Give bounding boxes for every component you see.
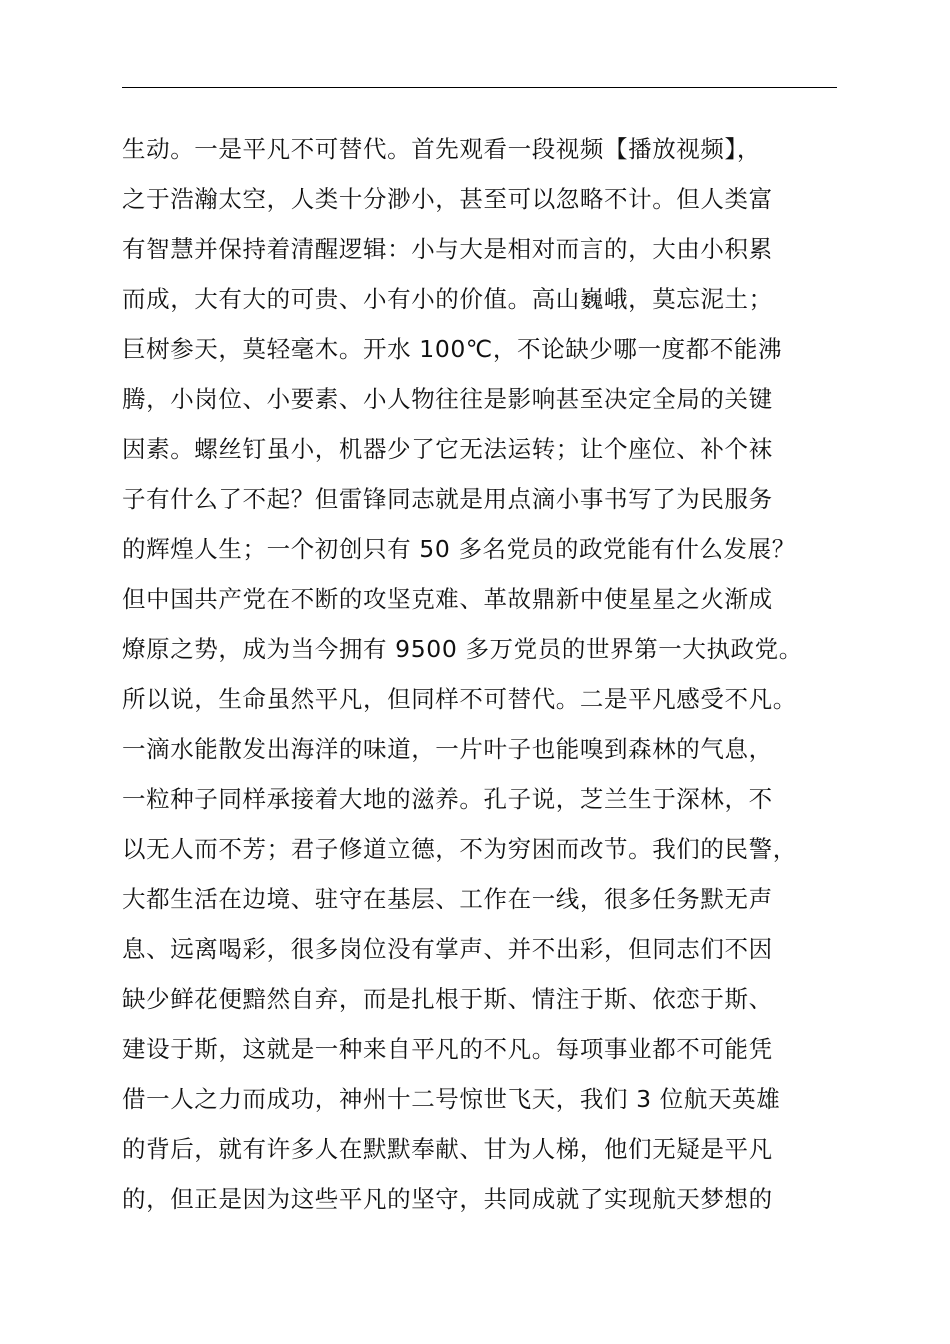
text-line: 因素。螺丝钉虽小，机器少了它无法运转；让个座位、补个袜	[122, 435, 773, 463]
text-line: 一粒种子同样承接着大地的滋养。孔子说，芝兰生于深林，不	[122, 785, 773, 813]
text-line: 息、远离喝彩，很多岗位没有掌声、并不出彩，但同志们不因	[122, 935, 773, 963]
text-line: 建设于斯，这就是一种来自平凡的不凡。每项事业都不可能凭	[122, 1035, 773, 1063]
text-line: 之于浩瀚太空，人类十分渺小，甚至可以忽略不计。但人类富	[122, 185, 773, 213]
text-line: 缺少鲜花便黯然自弃，而是扎根于斯、情注于斯、依恋于斯、	[122, 985, 773, 1013]
text-line: 巨树参天，莫轻毫木。开水 100℃，不论缺少哪一度都不能沸	[122, 335, 783, 363]
text-line: 以无人而不芳；君子修道立德，不为穷困而改节。我们的民警，	[122, 835, 797, 863]
text-line: 借一人之力而成功，神州十二号惊世飞天，我们 3 位航天英雄	[122, 1085, 781, 1113]
text-line: 的，但正是因为这些平凡的坚守，共同成就了实现航天梦想的	[122, 1185, 773, 1213]
text-line: 所以说，生命虽然平凡，但同样不可替代。二是平凡感受不凡。	[122, 685, 797, 713]
text-line: 而成，大有大的可贵、小有小的价值。高山巍峨，莫忘泥土；	[122, 285, 773, 313]
text-line: 的辉煌人生；一个初创只有 50 多名党员的政党能有什么发展？	[122, 535, 796, 563]
text-line: 的背后，就有许多人在默默奉献、甘为人梯，他们无疑是平凡	[122, 1135, 773, 1163]
text-line: 一滴水能散发出海洋的味道，一片叶子也能嗅到森林的气息，	[122, 735, 773, 763]
text-line: 子有什么了不起？但雷锋同志就是用点滴小事书写了为民服务	[122, 485, 773, 513]
header-rule	[122, 87, 837, 88]
text-line: 腾，小岗位、小要素、小人物往往是影响甚至决定全局的关键	[122, 385, 773, 413]
text-line: 大都生活在边境、驻守在基层、工作在一线，很多任务默无声	[122, 885, 773, 913]
text-line: 但中国共产党在不断的攻坚克难、革故鼎新中使星星之火渐成	[122, 585, 773, 613]
body-text	[122, 124, 882, 1224]
text-line: 燎原之势，成为当今拥有 9500 多万党员的世界第一大执政党。	[122, 635, 803, 663]
text-line: 有智慧并保持着清醒逻辑：小与大是相对而言的，大由小积累	[122, 235, 773, 263]
text-line: 生动。一是平凡不可替代。首先观看一段视频【播放视频】，	[122, 135, 761, 163]
